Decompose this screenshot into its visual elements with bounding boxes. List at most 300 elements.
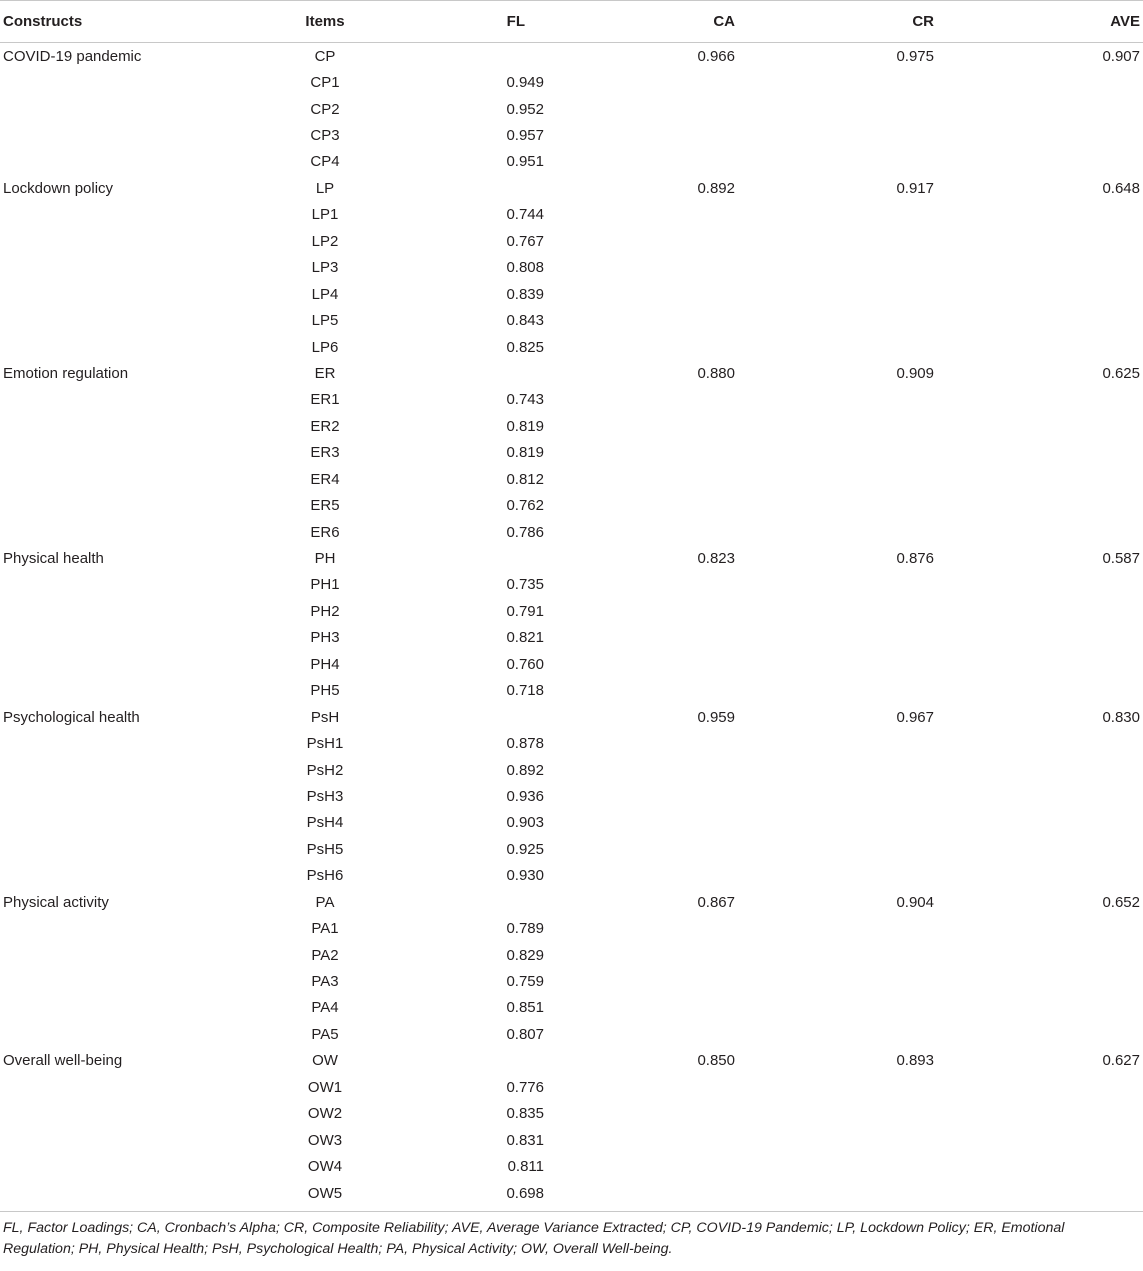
cell-ca [550,915,745,941]
cell-fl: 0.843 [506,312,544,330]
cell-fl: 0.831 [506,1131,544,1149]
cell-fl: 0.936 [506,787,544,805]
cell-item: LP2 [311,232,339,250]
cell-ca [550,625,745,651]
cell-item: PA5 [311,1025,339,1043]
cell-ave [944,466,1143,492]
cell-cr: 0.967 [896,708,934,726]
cell-item: PsH [310,708,340,726]
cell-ave [944,492,1143,518]
cell-construct [0,1127,265,1153]
cell-construct [0,387,265,413]
table-row [0,704,1143,730]
cell-ave [944,1021,1143,1047]
cell-ave [944,1153,1143,1179]
cell-construct [0,678,265,704]
table-row [0,122,1143,148]
cell-cr [745,1127,944,1153]
cell-ave: 0.907 [1102,47,1140,65]
cell-ave [944,387,1143,413]
cell-fl: 0.903 [506,814,544,832]
table-row [0,175,1143,201]
table-row [0,1153,1143,1179]
cell-ca [550,149,745,175]
table-row [0,651,1143,677]
cell-construct [0,1101,265,1127]
cell-ca [550,1021,745,1047]
cell-fl: 0.698 [506,1184,544,1202]
table-row [0,1074,1143,1100]
cell-item: CP3 [310,127,340,145]
table-row [0,1021,1143,1047]
cell-ca [550,1127,745,1153]
cell-fl: 0.957 [506,127,544,145]
cell-construct [0,1074,265,1100]
table-row [0,968,1143,994]
cell-ca [550,1180,745,1206]
cell-fl [385,360,550,386]
cell-cr: 0.975 [896,47,934,65]
cell-ave [944,1101,1143,1127]
cell-cr [745,915,944,941]
cell-cr [745,466,944,492]
cell-construct [0,255,265,281]
cell-construct [0,995,265,1021]
cell-item: ER5 [310,497,340,515]
cell-item: PsH1 [306,735,344,753]
cell-item: CP4 [310,153,340,171]
table-row [0,202,1143,228]
cell-ave [944,730,1143,756]
cell-cr [745,1101,944,1127]
cell-ca [550,678,745,704]
table-row [0,360,1143,386]
cell-ave [944,783,1143,809]
table-row [0,255,1143,281]
cell-ca [550,1101,745,1127]
cell-construct [0,466,265,492]
cell-item: PsH6 [306,867,344,885]
cell-fl: 0.878 [506,735,544,753]
cell-item: PA2 [311,946,339,964]
cell-construct [0,625,265,651]
header-fl: FL [385,1,550,43]
cell-ca: 0.892 [697,179,735,197]
cell-cr [745,307,944,333]
cell-item: CP [314,47,336,65]
cell-ca [550,466,745,492]
cell-fl: 0.743 [506,391,544,409]
cell-construct: Overall well-being [3,1052,123,1070]
cell-cr [745,228,944,254]
cell-construct [0,757,265,783]
header-items: Items [265,1,385,43]
cell-fl: 0.759 [506,973,544,991]
cell-ca [550,572,745,598]
cell-ave: 0.625 [1102,364,1140,382]
cell-fl: 0.821 [506,629,544,647]
cell-fl: 0.812 [506,470,544,488]
table-row [0,69,1143,95]
cell-ave [944,1180,1143,1206]
table-row [0,149,1143,175]
cell-cr [745,334,944,360]
cell-cr [745,202,944,228]
cell-construct [0,598,265,624]
cell-construct [0,1021,265,1047]
cell-fl [385,545,550,571]
cell-construct [0,149,265,175]
cell-ca [550,730,745,756]
table-row [0,228,1143,254]
cell-cr [745,387,944,413]
cell-ca [550,968,745,994]
cell-construct [0,440,265,466]
cell-construct [0,96,265,122]
cell-ca [550,995,745,1021]
cell-ca [550,942,745,968]
cell-ave [944,572,1143,598]
cell-cr [745,625,944,651]
cell-ca [550,810,745,836]
table-row [0,334,1143,360]
cell-ca: 0.959 [697,708,735,726]
table-row [0,440,1143,466]
cell-ave [944,440,1143,466]
cell-fl: 0.767 [506,232,544,250]
cell-ave [944,625,1143,651]
cell-ave: 0.652 [1102,893,1140,911]
cell-fl: 0.835 [506,1105,544,1123]
table-row [0,863,1143,889]
table-row [0,1180,1143,1206]
cell-item: OW5 [307,1184,343,1202]
cell-cr [745,783,944,809]
cell-cr [745,149,944,175]
cell-fl: 0.760 [506,655,544,673]
cell-item: ER3 [310,444,340,462]
cell-cr: 0.917 [896,179,934,197]
cell-item: OW4 [307,1158,343,1176]
cell-ca [550,69,745,95]
cell-construct [0,968,265,994]
cell-ave [944,202,1143,228]
cell-fl [385,1048,550,1074]
cell-fl: 0.930 [506,867,544,885]
table-row [0,625,1143,651]
table-row [0,492,1143,518]
cell-cr [745,492,944,518]
cell-item: CP2 [310,100,340,118]
table-row [0,730,1143,756]
cell-ave [944,651,1143,677]
cell-ave [944,69,1143,95]
table-row [0,466,1143,492]
cell-fl: 0.808 [506,259,544,277]
cell-ave [944,307,1143,333]
cell-ca [550,307,745,333]
cell-item: CP1 [310,74,340,92]
table-row [0,387,1143,413]
cell-item: LP6 [311,338,339,356]
cell-ca [550,440,745,466]
cell-ave: 0.648 [1102,179,1140,197]
cell-ca [550,96,745,122]
cell-cr [745,757,944,783]
cell-fl: 0.839 [506,285,544,303]
cell-fl: 0.829 [506,946,544,964]
cell-ca [550,836,745,862]
cell-construct [0,307,265,333]
cell-item: ER [314,364,336,382]
cell-construct [0,334,265,360]
cell-fl [385,889,550,915]
cell-item: PA3 [311,973,339,991]
cell-cr [745,1180,944,1206]
header-cr: CR [745,1,944,43]
cell-fl: 0.949 [506,74,544,92]
cell-fl: 0.786 [506,523,544,541]
cell-fl: 0.851 [506,999,544,1017]
cell-item: PA [315,893,335,911]
cell-construct [0,651,265,677]
cell-ave [944,228,1143,254]
cell-construct [0,572,265,598]
cell-ave [944,942,1143,968]
cell-cr [745,413,944,439]
cell-ave [944,836,1143,862]
cell-ave [944,598,1143,624]
cell-cr [745,836,944,862]
cell-construct [0,492,265,518]
cell-item: ER2 [310,417,340,435]
cell-construct [0,863,265,889]
cell-cr [745,1153,944,1179]
cell-ca [550,757,745,783]
cell-construct [0,942,265,968]
cell-fl: 0.776 [506,1078,544,1096]
cell-cr [745,122,944,148]
cell-item: ER6 [310,523,340,541]
cell-fl: 0.762 [506,497,544,515]
cell-cr [745,863,944,889]
cell-cr [745,96,944,122]
table-row [0,43,1143,70]
cell-construct: COVID-19 pandemic [3,47,142,65]
cell-ave: 0.830 [1102,708,1140,726]
cell-ca [550,783,745,809]
cell-cr [745,281,944,307]
table-row [0,678,1143,704]
cell-ave [944,678,1143,704]
cell-ave: 0.627 [1102,1052,1140,1070]
cell-construct [0,519,265,545]
cell-construct [0,1180,265,1206]
cell-construct: Physical health [3,550,104,568]
cell-item: LP1 [311,206,339,224]
cell-item: PsH4 [306,814,344,832]
cell-cr [745,651,944,677]
cell-ca: 0.850 [697,1052,735,1070]
cell-fl: 0.735 [506,576,544,594]
cell-cr [745,69,944,95]
cell-ave [944,149,1143,175]
cell-cr: 0.909 [896,364,934,382]
cell-cr [745,440,944,466]
cell-cr: 0.876 [896,550,934,568]
cell-fl: 0.807 [506,1025,544,1043]
cell-ca [550,651,745,677]
table-row [0,783,1143,809]
cell-ca: 0.966 [697,47,735,65]
cell-fl: 0.952 [506,100,544,118]
table-row [0,598,1143,624]
cell-item: LP [315,179,335,197]
cell-construct [0,810,265,836]
cell-ca: 0.823 [697,550,735,568]
cell-ca [550,334,745,360]
cell-item: PsH3 [306,787,344,805]
cell-ave [944,519,1143,545]
cell-fl: 0.718 [506,682,544,700]
cell-cr: 0.904 [896,893,934,911]
cell-ave: 0.587 [1102,550,1140,568]
table-header [0,1,1143,43]
cell-item: PH5 [310,682,340,700]
cell-item: PsH2 [306,761,344,779]
cell-fl: 0.825 [506,338,544,356]
table-row [0,995,1143,1021]
table-row [0,1048,1143,1074]
cell-fl: 0.791 [506,602,544,620]
cell-ca [550,122,745,148]
cell-ave [944,915,1143,941]
cell-cr [745,730,944,756]
cell-construct [0,413,265,439]
cell-ca [550,202,745,228]
cell-item: PsH5 [306,840,344,858]
cell-cr [745,1021,944,1047]
cell-ca [550,413,745,439]
cell-construct [0,783,265,809]
cell-construct [0,69,265,95]
cell-ca [550,228,745,254]
cell-ave [944,1074,1143,1100]
cell-ave [944,281,1143,307]
cell-item: PH4 [310,655,340,673]
cell-ca [550,519,745,545]
cell-ave [944,810,1143,836]
cell-item: ER1 [310,391,340,409]
cell-ave [944,863,1143,889]
cell-ca [550,863,745,889]
table-row [0,281,1143,307]
cell-fl: 0.892 [506,761,544,779]
cell-ave [944,334,1143,360]
cell-ca: 0.880 [697,364,735,382]
table-row [0,889,1143,915]
table-row [0,413,1143,439]
cell-item: LP4 [311,285,339,303]
cell-construct [0,915,265,941]
table-row [0,942,1143,968]
table-row [0,810,1143,836]
cell-item: PH1 [310,576,340,594]
cell-cr [745,255,944,281]
cell-ave [944,122,1143,148]
table-row [0,836,1143,862]
cell-fl: 0.811 [507,1158,544,1176]
cell-item: OW3 [307,1131,343,1149]
cell-item: LP3 [311,259,339,277]
cell-ca [550,281,745,307]
cell-fl [385,43,550,70]
cell-cr [745,995,944,1021]
cell-item: PH2 [310,602,340,620]
cell-cr [745,678,944,704]
table-row [0,572,1143,598]
cell-fl: 0.951 [506,153,544,171]
table-row [0,757,1143,783]
cell-item: LP5 [311,312,339,330]
cell-item: PA4 [311,999,339,1017]
cell-construct [0,228,265,254]
cell-cr [745,572,944,598]
cell-cr [745,968,944,994]
cell-item: OW1 [307,1078,343,1096]
cell-ca [550,1153,745,1179]
cell-construct [0,122,265,148]
table-row [0,1101,1143,1127]
cell-construct [0,730,265,756]
cell-ave [944,413,1143,439]
cell-construct: Emotion regulation [3,364,129,382]
cell-construct: Physical activity [3,893,109,911]
cell-item: PA1 [311,920,339,938]
cell-construct: Psychological health [3,708,140,726]
table-row [0,307,1143,333]
cell-construct [0,202,265,228]
cell-ave [944,757,1143,783]
table-row [0,915,1143,941]
cell-item: OW2 [307,1105,343,1123]
header-constructs: Constructs [0,1,265,43]
cell-cr [745,519,944,545]
header-ave: AVE [944,1,1143,43]
table-footnote: FL, Factor Loadings; CA, Cronbach’s Alpha; CR, Composite Reliability; AVE, Average Variance Extracted; CP, COVID-19 Pandemic; LP, Lockdown Policy; ER, Emotional Regulation; PH, Physical Health; PsH, Psychological Health; PA, Physical Activity; OW, Overall Well-being. [0,1211,1143,1260]
cell-fl: 0.744 [506,206,544,224]
cell-construct [0,836,265,862]
cell-construct: Lockdown policy [3,179,114,197]
table-body [0,43,1143,1207]
cell-ave [944,96,1143,122]
cell-fl: 0.819 [506,417,544,435]
cell-fl: 0.789 [506,920,544,938]
cell-fl: 0.819 [506,444,544,462]
cell-cr [745,1074,944,1100]
cell-item: ER4 [310,470,340,488]
table-row [0,545,1143,571]
table-row [0,519,1143,545]
header-row [0,1,1143,43]
cell-item: OW [312,1052,338,1070]
cell-fl [385,704,550,730]
table-row [0,96,1143,122]
cell-ave [944,995,1143,1021]
cell-item: PH3 [310,629,340,647]
cell-ca [550,1074,745,1100]
table-row [0,1127,1143,1153]
